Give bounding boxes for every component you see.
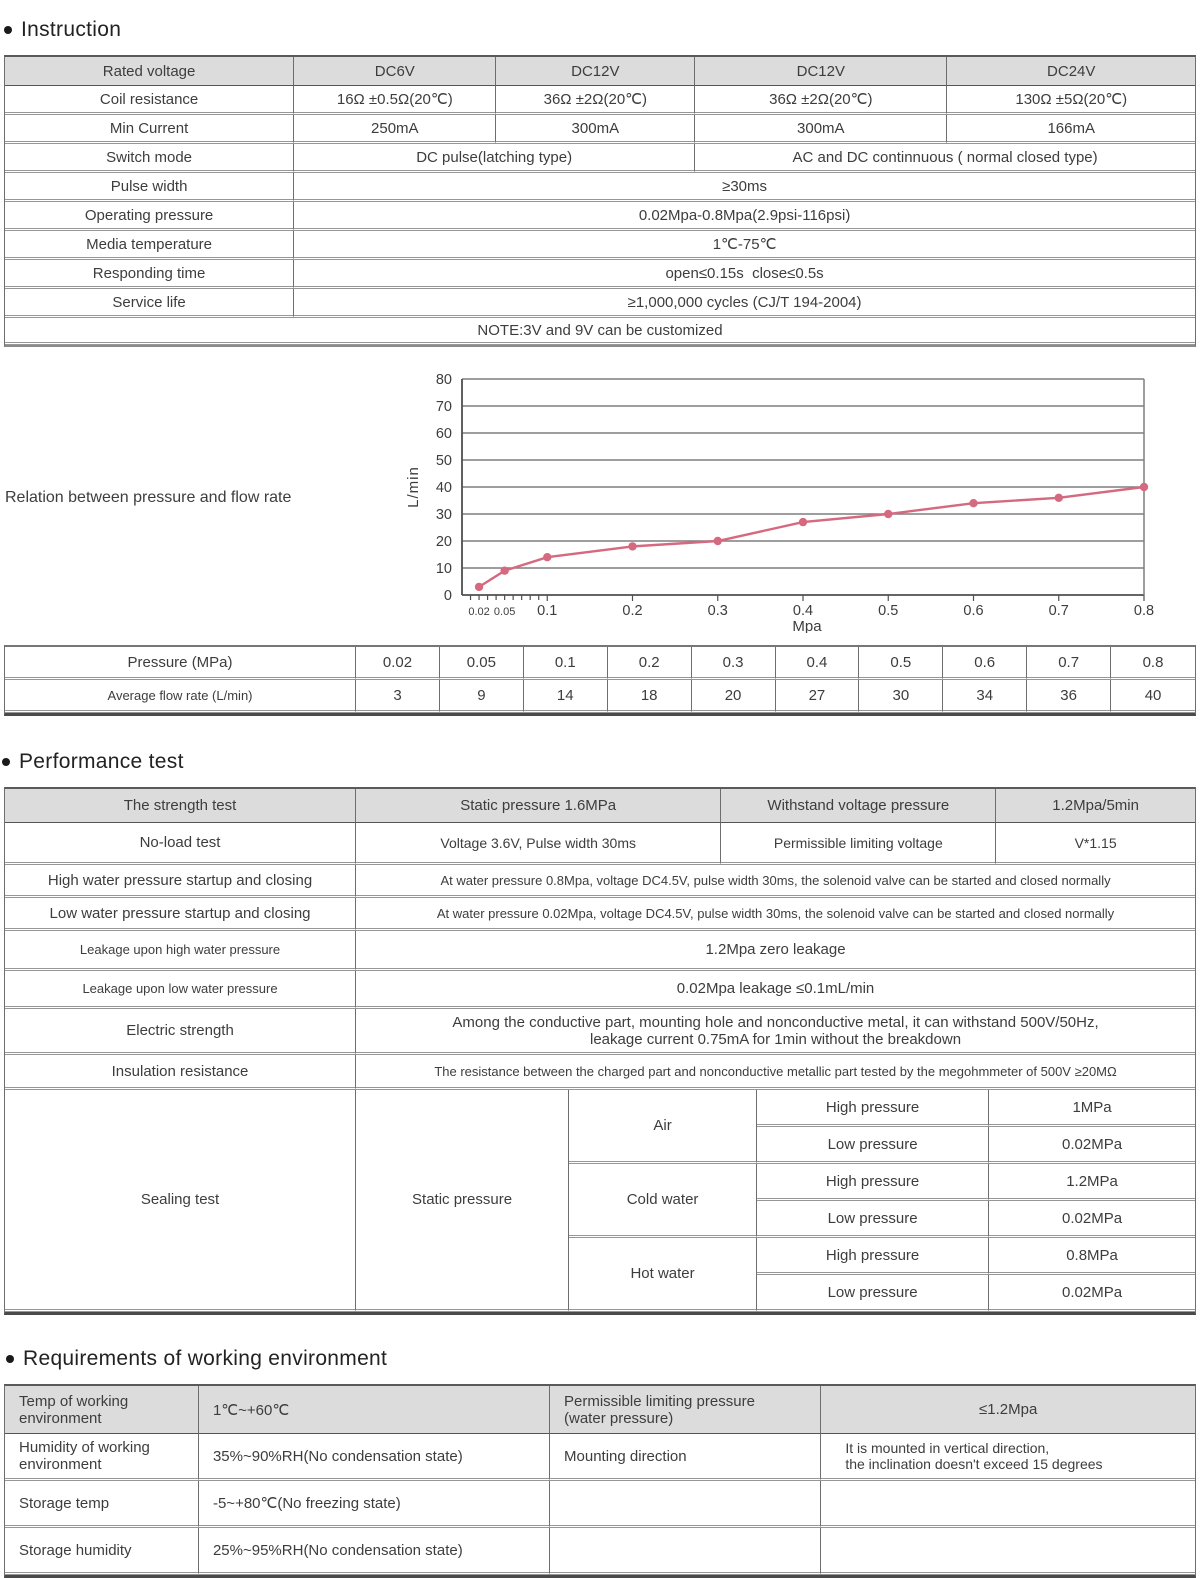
perf-value: Voltage 3.6V, Pulse width 30ms	[356, 823, 721, 865]
flow-row-label-flow: Average flow rate (L/min)	[5, 680, 356, 713]
perf-value-electric	[356, 1009, 1195, 1055]
data-point	[500, 567, 508, 575]
perf-label-no-load-test: No-load test	[5, 823, 356, 865]
sealing-test-table	[4, 1090, 1196, 1315]
pressure-value: 0.02	[356, 647, 440, 680]
perf-value: V*1.15	[996, 823, 1195, 865]
sealing-medium-cold-water: Cold water	[569, 1164, 757, 1238]
perf-value: At water pressure 0.02Mpa, voltage DC4.5V, pulse width 30ms, the solenoid valve can be started and closed normally	[356, 898, 1195, 931]
spec-value: 0.02Mpa-0.8Mpa(2.9psi-116psi)	[294, 202, 1195, 231]
spec-value: DC12V	[496, 57, 695, 86]
spec-value: 1℃-75℃	[294, 231, 1195, 260]
y-tick-label: 10	[435, 561, 452, 577]
x-tick-label: 0.5	[878, 603, 899, 619]
spec-value-dc-pulse: DC pulse(latching type)	[294, 144, 695, 173]
spec-value: 166mA	[947, 115, 1195, 144]
perf-label-leakage-low: Leakage upon low water pressure	[5, 971, 356, 1009]
sealing-pressure-type: Low pressure	[757, 1127, 989, 1164]
sealing-medium-air: Air	[569, 1090, 757, 1164]
pressure-value: 0.2	[608, 647, 692, 680]
flow-rate-line	[479, 487, 1144, 587]
data-point	[628, 542, 636, 550]
perf-value: 1.2Mpa/5min	[996, 789, 1195, 823]
req-empty-cell	[550, 1481, 821, 1528]
section-instruction-title: Instruction	[21, 18, 122, 41]
x-tick-label: 0.1	[537, 603, 558, 619]
sealing-method: Static pressure	[356, 1090, 569, 1312]
spec-label-min-current: Min Current	[5, 115, 294, 144]
chart-caption: Relation between pressure and flow rate	[5, 489, 292, 506]
perf-label-electric-strength: Electric strength	[5, 1009, 356, 1055]
sealing-value: 0.02MPa	[989, 1275, 1195, 1312]
spec-value: DC12V	[695, 57, 947, 86]
spec-value: 36Ω ±2Ω(20℃)	[695, 86, 947, 115]
section-requirements-heading	[6, 1347, 1200, 1371]
requirements-table	[4, 1384, 1196, 1578]
x-tick-label: 0.3	[707, 603, 728, 619]
req-value: -5~+80℃(No freezing state)	[199, 1481, 550, 1528]
flow-chart-svg	[400, 363, 1160, 633]
perf-value: 1.2Mpa zero leakage	[356, 931, 1195, 971]
sealing-pressure-type: High pressure	[757, 1090, 989, 1127]
spec-label-responding-time: Responding time	[5, 260, 294, 289]
req-value: 25%~95%RH(No condensation state)	[199, 1528, 550, 1575]
section-requirements-title: Requirements of working environment	[23, 1347, 388, 1370]
x-tick-label: 0.02	[468, 606, 490, 618]
section-performance-heading	[2, 750, 1200, 774]
spec-label-media-temperature: Media temperature	[5, 231, 294, 260]
spec-label-rated-voltage: Rated voltage	[5, 57, 294, 86]
flow-value: 3	[356, 680, 440, 713]
spec-value-ac-dc: AC and DC continnuous ( normal closed type)	[695, 144, 1195, 173]
flow-value: 34	[943, 680, 1027, 713]
sealing-pressure-type: Low pressure	[757, 1275, 989, 1312]
x-axis-label: Mpa	[792, 618, 822, 633]
perf-value: The resistance between the charged part and nonconductive metallic part tested by the megohmmeter of 500V ≥20MΩ	[356, 1055, 1195, 1090]
performance-table	[4, 787, 1196, 1090]
flow-value: 9	[440, 680, 524, 713]
data-point	[475, 583, 483, 591]
perf-label-strength-test: The strength test	[5, 789, 356, 823]
pressure-value: 0.8	[1111, 647, 1195, 680]
mounting-line1: It is mounted in vertical direction,	[845, 1440, 1050, 1456]
spec-value: 36Ω ±2Ω(20℃)	[496, 86, 695, 115]
perf-value: Permissible limiting voltage	[721, 823, 996, 865]
spec-value: 300mA	[496, 115, 695, 144]
y-axis-label: L/min	[405, 466, 422, 508]
sealing-value: 1MPa	[989, 1090, 1195, 1127]
flow-value: 36	[1027, 680, 1111, 713]
electric-line2: leakage current 0.75mA for 1min without the breakdown	[590, 1030, 962, 1048]
x-tick-label: 0.6	[963, 603, 984, 619]
y-tick-label: 40	[435, 480, 452, 496]
perf-label-insulation: Insulation resistance	[5, 1055, 356, 1090]
req-label-limiting-pressure	[550, 1386, 821, 1434]
mounting-line2: the inclination doesn't exceed 15 degrees	[845, 1456, 1103, 1472]
req-label-line2: (water pressure)	[564, 1409, 674, 1427]
req-label-storage-humidity: Storage humidity	[5, 1528, 199, 1575]
y-tick-label: 60	[435, 426, 452, 442]
req-value: 1℃~+60℃	[199, 1386, 550, 1434]
perf-value: At water pressure 0.8Mpa, voltage DC4.5V, pulse width 30ms, the solenoid valve can be started and closed normally	[356, 865, 1195, 898]
data-point	[714, 537, 722, 545]
spec-label-switch-mode: Switch mode	[5, 144, 294, 173]
x-tick-label: 0.05	[493, 606, 516, 618]
perf-label-low-start: Low water pressure startup and closing	[5, 898, 356, 931]
pressure-value: 0.7	[1027, 647, 1111, 680]
flow-value: 18	[608, 680, 692, 713]
flow-chart-section	[0, 363, 1200, 633]
bullet-icon	[4, 26, 12, 34]
sealing-pressure-type: Low pressure	[757, 1201, 989, 1238]
perf-label-high-start: High water pressure startup and closing	[5, 865, 356, 898]
spec-label-service-life: Service life	[5, 289, 294, 318]
spec-note: NOTE:3V and 9V can be customized	[5, 318, 1195, 345]
sealing-medium-hot-water: Hot water	[569, 1238, 757, 1312]
x-tick-label: 0.4	[792, 603, 814, 619]
spec-value: ≥30ms	[294, 173, 1195, 202]
section-instruction-heading	[4, 18, 1200, 42]
spec-value: 130Ω ±5Ω(20℃)	[947, 86, 1195, 115]
req-value: ≤1.2Mpa	[821, 1386, 1195, 1434]
data-point	[884, 510, 892, 518]
sealing-value: 0.02MPa	[989, 1201, 1195, 1238]
data-point	[543, 553, 551, 561]
data-point	[799, 518, 807, 526]
pressure-value: 0.3	[692, 647, 776, 680]
req-label-line1: Permissible limiting pressure	[564, 1392, 755, 1410]
sealing-value: 1.2MPa	[989, 1164, 1195, 1201]
perf-label-leakage-high: Leakage upon high water pressure	[5, 931, 356, 971]
perf-value: 0.02Mpa leakage ≤0.1mL/min	[356, 971, 1195, 1009]
x-tick-label: 0.8	[1133, 603, 1155, 619]
sealing-pressure-type: High pressure	[757, 1238, 989, 1275]
sealing-value: 0.02MPa	[989, 1127, 1195, 1164]
spec-value: ≥1,000,000 cycles (CJ/T 194-2004)	[294, 289, 1195, 318]
spec-value: DC6V	[294, 57, 496, 86]
spec-table	[4, 55, 1196, 347]
spec-value: DC24V	[947, 57, 1195, 86]
flow-value: 40	[1111, 680, 1195, 713]
req-value: 35%~90%RH(No condensation state)	[199, 1434, 550, 1481]
x-tick-label: 0.2	[622, 603, 643, 619]
x-tick-label: 0.7	[1048, 603, 1069, 619]
electric-line1: Among the conductive part, mounting hole and nonconductive metal, it can withstand 500V/50Hz,	[452, 1013, 1099, 1031]
flow-value: 27	[776, 680, 860, 713]
req-empty-cell	[821, 1481, 1195, 1528]
perf-value: Static pressure 1.6MPa	[356, 789, 721, 823]
req-label-humidity: Humidity of working environment	[5, 1434, 199, 1481]
sealing-value: 0.8MPa	[989, 1238, 1195, 1275]
data-point	[1140, 483, 1148, 491]
req-empty-cell	[821, 1528, 1195, 1575]
req-label-storage-temp: Storage temp	[5, 1481, 199, 1528]
flow-value: 20	[692, 680, 776, 713]
pressure-value: 0.1	[524, 647, 608, 680]
y-tick-label: 20	[435, 534, 452, 550]
spec-label-coil-resistance: Coil resistance	[5, 86, 294, 115]
section-performance-title: Performance test	[19, 750, 184, 773]
req-value-mounting	[821, 1434, 1195, 1481]
req-label-mounting: Mounting direction	[550, 1434, 821, 1481]
bullet-icon	[2, 758, 10, 766]
y-tick-label: 80	[435, 372, 452, 388]
flow-value: 14	[524, 680, 608, 713]
perf-value: Withstand voltage pressure	[721, 789, 996, 823]
spec-label-pulse-width: Pulse width	[5, 173, 294, 202]
req-label-temp: Temp of working environment	[5, 1386, 199, 1434]
pressure-value: 0.05	[440, 647, 524, 680]
flow-row-label-pressure: Pressure (MPa)	[5, 647, 356, 680]
spec-value: open≤0.15s close≤0.5s	[294, 260, 1195, 289]
bullet-icon	[6, 1355, 14, 1363]
perf-label-sealing-test: Sealing test	[5, 1090, 356, 1312]
spec-value: 300mA	[695, 115, 947, 144]
spec-value: 16Ω ±0.5Ω(20℃)	[294, 86, 496, 115]
flow-value: 30	[859, 680, 943, 713]
pressure-value: 0.5	[859, 647, 943, 680]
spec-value: 250mA	[294, 115, 496, 144]
data-point	[969, 499, 977, 507]
y-tick-label: 0	[443, 588, 452, 604]
y-tick-label: 70	[435, 399, 452, 415]
data-point	[1055, 494, 1063, 502]
y-tick-label: 50	[435, 453, 452, 469]
sealing-pressure-type: High pressure	[757, 1164, 989, 1201]
req-empty-cell	[550, 1528, 821, 1575]
pressure-value: 0.4	[776, 647, 860, 680]
y-tick-label: 30	[435, 507, 452, 523]
flow-table	[4, 645, 1196, 716]
spec-label-operating-pressure: Operating pressure	[5, 202, 294, 231]
pressure-value: 0.6	[943, 647, 1027, 680]
